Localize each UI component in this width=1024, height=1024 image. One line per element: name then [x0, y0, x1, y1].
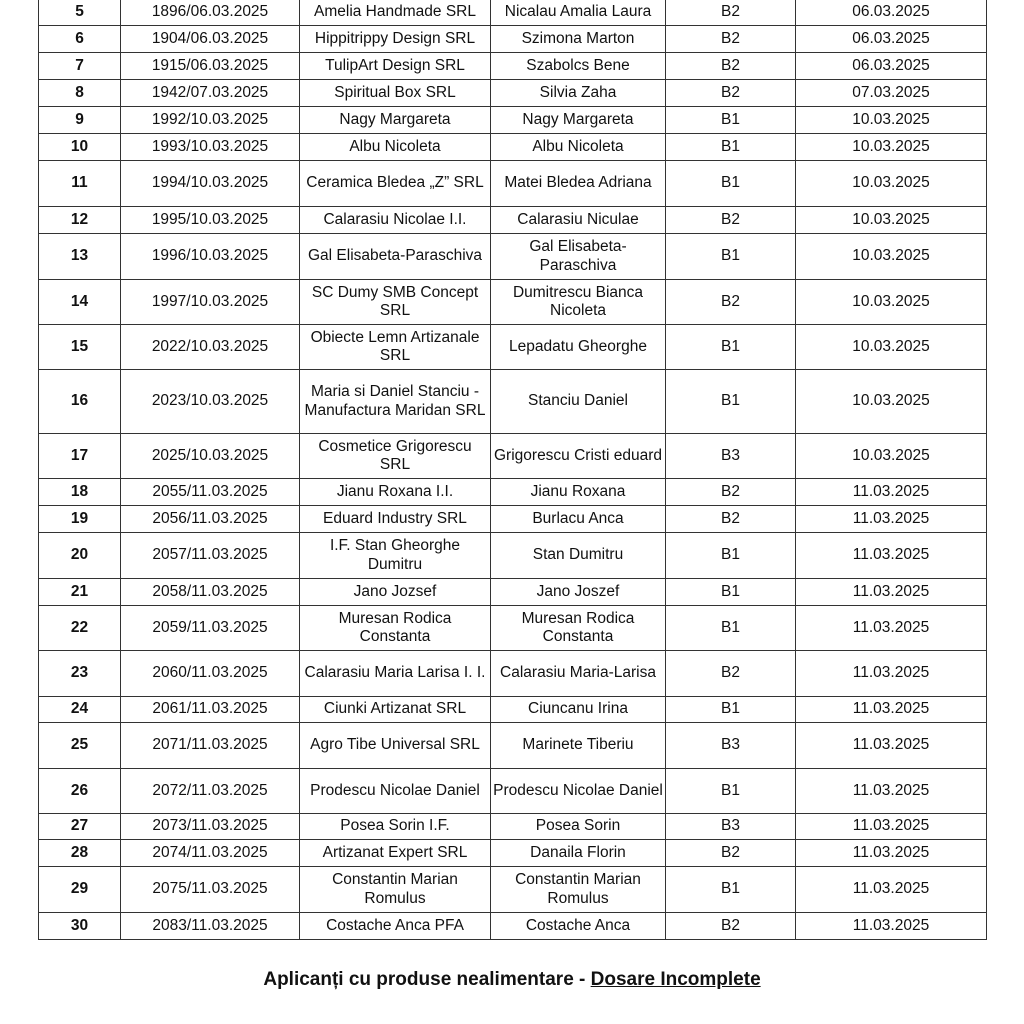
cell-representative: Jano Joszef [491, 579, 666, 606]
cell-company-name: Calarasiu Nicolae I.I. [300, 207, 491, 234]
cell-category: B1 [666, 769, 796, 814]
cell-date: 11.03.2025 [796, 840, 987, 867]
cell-registration-number: 2061/11.03.2025 [121, 697, 300, 723]
cell-category: B1 [666, 606, 796, 651]
cell-registration-number: 1992/10.03.2025 [121, 107, 300, 134]
cell-representative: Muresan Rodica Constanta [491, 606, 666, 651]
table-row [39, 134, 987, 161]
cell-row-number: 22 [39, 606, 121, 651]
cell-company-name: Hippitrippy Design SRL [300, 26, 491, 53]
section-heading-underlined: Dosare Incomplete [590, 969, 761, 990]
cell-category: B2 [666, 651, 796, 697]
table-row [39, 479, 987, 506]
cell-date: 10.03.2025 [796, 370, 987, 434]
cell-registration-number: 2023/10.03.2025 [121, 370, 300, 434]
cell-category: B3 [666, 434, 796, 479]
cell-category: B1 [666, 370, 796, 434]
table-row [39, 161, 987, 207]
cell-representative: Lepadatu Gheorghe [491, 325, 666, 370]
cell-registration-number: 1996/10.03.2025 [121, 234, 300, 280]
table-row [39, 723, 987, 769]
cell-row-number: 21 [39, 579, 121, 606]
cell-representative: Jianu Roxana [491, 479, 666, 506]
cell-row-number: 20 [39, 533, 121, 579]
cell-date: 11.03.2025 [796, 651, 987, 697]
cell-representative: Grigorescu Cristi eduard [491, 434, 666, 479]
cell-company-name: Obiecte Lemn Artizanale SRL [300, 325, 491, 370]
cell-company-name: Muresan Rodica Constanta [300, 606, 491, 651]
table-row [39, 579, 987, 606]
cell-row-number: 18 [39, 479, 121, 506]
table-row [39, 370, 987, 434]
cell-company-name: Nagy Margareta [300, 107, 491, 134]
table-row [39, 26, 987, 53]
cell-category: B1 [666, 533, 796, 579]
cell-registration-number: 1995/10.03.2025 [121, 207, 300, 234]
cell-company-name: Posea Sorin I.F. [300, 814, 491, 840]
cell-registration-number: 2056/11.03.2025 [121, 506, 300, 533]
cell-row-number: 9 [39, 107, 121, 134]
cell-category: B2 [666, 506, 796, 533]
applicants-table-container [38, 0, 986, 940]
cell-company-name: Amelia Handmade SRL [300, 0, 491, 26]
cell-row-number: 16 [39, 370, 121, 434]
cell-category: B1 [666, 134, 796, 161]
cell-company-name: Maria si Daniel Stanciu - Manufactura Maridan SRL [300, 370, 491, 434]
cell-row-number: 25 [39, 723, 121, 769]
cell-category: B2 [666, 0, 796, 26]
cell-representative: Gal Elisabeta-Paraschiva [491, 234, 666, 280]
applicants-table [38, 0, 987, 940]
cell-date: 11.03.2025 [796, 697, 987, 723]
cell-date: 06.03.2025 [796, 26, 987, 53]
cell-registration-number: 2055/11.03.2025 [121, 479, 300, 506]
cell-representative: Stanciu Daniel [491, 370, 666, 434]
cell-row-number: 14 [39, 280, 121, 325]
cell-company-name: Ceramica Bledea „Z” SRL [300, 161, 491, 207]
cell-registration-number: 2059/11.03.2025 [121, 606, 300, 651]
cell-company-name: SC Dumy SMB Concept SRL [300, 280, 491, 325]
table-row [39, 53, 987, 80]
cell-representative: Stan Dumitru [491, 533, 666, 579]
table-row [39, 325, 987, 370]
cell-representative: Albu Nicoleta [491, 134, 666, 161]
cell-company-name: Artizanat Expert SRL [300, 840, 491, 867]
table-row [39, 107, 987, 134]
cell-representative: Constantin Marian Romulus [491, 867, 666, 913]
table-row [39, 697, 987, 723]
table-row [39, 913, 987, 940]
cell-registration-number: 1896/06.03.2025 [121, 0, 300, 26]
cell-representative: Matei Bledea Adriana [491, 161, 666, 207]
cell-category: B2 [666, 913, 796, 940]
cell-row-number: 28 [39, 840, 121, 867]
cell-representative: Ciuncanu Irina [491, 697, 666, 723]
cell-category: B3 [666, 814, 796, 840]
cell-date: 10.03.2025 [796, 234, 987, 280]
table-row [39, 434, 987, 479]
cell-registration-number: 1942/07.03.2025 [121, 80, 300, 107]
cell-company-name: Calarasiu Maria Larisa I. I. [300, 651, 491, 697]
cell-category: B2 [666, 280, 796, 325]
cell-registration-number: 2025/10.03.2025 [121, 434, 300, 479]
cell-date: 11.03.2025 [796, 506, 987, 533]
cell-registration-number: 2058/11.03.2025 [121, 579, 300, 606]
cell-registration-number: 2083/11.03.2025 [121, 913, 300, 940]
cell-row-number: 17 [39, 434, 121, 479]
cell-category: B1 [666, 697, 796, 723]
cell-representative: Dumitrescu Bianca Nicoleta [491, 280, 666, 325]
cell-row-number: 29 [39, 867, 121, 913]
cell-company-name: Jano Jozsef [300, 579, 491, 606]
cell-registration-number: 1997/10.03.2025 [121, 280, 300, 325]
table-row [39, 80, 987, 107]
cell-date: 11.03.2025 [796, 723, 987, 769]
cell-registration-number: 2074/11.03.2025 [121, 840, 300, 867]
cell-row-number: 24 [39, 697, 121, 723]
cell-registration-number: 2022/10.03.2025 [121, 325, 300, 370]
cell-representative: Szabolcs Bene [491, 53, 666, 80]
section-heading-prefix: Aplicanți cu produse nealimentare - [263, 969, 591, 990]
cell-row-number: 23 [39, 651, 121, 697]
cell-representative: Nicalau Amalia Laura [491, 0, 666, 26]
cell-category: B3 [666, 723, 796, 769]
cell-row-number: 30 [39, 913, 121, 940]
cell-category: B2 [666, 207, 796, 234]
cell-category: B1 [666, 161, 796, 207]
cell-row-number: 13 [39, 234, 121, 280]
cell-company-name: Agro Tibe Universal SRL [300, 723, 491, 769]
cell-row-number: 10 [39, 134, 121, 161]
cell-category: B2 [666, 840, 796, 867]
cell-company-name: Costache Anca PFA [300, 913, 491, 940]
cell-row-number: 8 [39, 80, 121, 107]
cell-date: 11.03.2025 [796, 533, 987, 579]
cell-row-number: 7 [39, 53, 121, 80]
cell-representative: Marinete Tiberiu [491, 723, 666, 769]
cell-registration-number: 2071/11.03.2025 [121, 723, 300, 769]
cell-registration-number: 1915/06.03.2025 [121, 53, 300, 80]
cell-category: B1 [666, 234, 796, 280]
cell-date: 11.03.2025 [796, 769, 987, 814]
cell-row-number: 19 [39, 506, 121, 533]
cell-company-name: TulipArt Design SRL [300, 53, 491, 80]
cell-date: 11.03.2025 [796, 579, 987, 606]
cell-registration-number: 2075/11.03.2025 [121, 867, 300, 913]
cell-category: B1 [666, 867, 796, 913]
cell-row-number: 12 [39, 207, 121, 234]
cell-registration-number: 1904/06.03.2025 [121, 26, 300, 53]
cell-date: 10.03.2025 [796, 207, 987, 234]
section-heading [0, 969, 1024, 991]
cell-representative: Costache Anca [491, 913, 666, 940]
cell-company-name: Jianu Roxana I.I. [300, 479, 491, 506]
cell-date: 11.03.2025 [796, 913, 987, 940]
cell-registration-number: 1994/10.03.2025 [121, 161, 300, 207]
cell-category: B1 [666, 107, 796, 134]
cell-category: B1 [666, 325, 796, 370]
cell-company-name: Cosmetice Grigorescu SRL [300, 434, 491, 479]
table-row [39, 814, 987, 840]
cell-date: 11.03.2025 [796, 814, 987, 840]
table-row [39, 280, 987, 325]
cell-date: 10.03.2025 [796, 161, 987, 207]
cell-date: 10.03.2025 [796, 107, 987, 134]
cell-category: B2 [666, 80, 796, 107]
table-row [39, 867, 987, 913]
cell-registration-number: 2057/11.03.2025 [121, 533, 300, 579]
cell-representative: Posea Sorin [491, 814, 666, 840]
cell-row-number: 6 [39, 26, 121, 53]
table-row [39, 651, 987, 697]
cell-date: 07.03.2025 [796, 80, 987, 107]
cell-company-name: Prodescu Nicolae Daniel [300, 769, 491, 814]
cell-company-name: Constantin Marian Romulus [300, 867, 491, 913]
cell-company-name: Gal Elisabeta-Paraschiva [300, 234, 491, 280]
cell-representative: Calarasiu Niculae [491, 207, 666, 234]
table-row [39, 207, 987, 234]
cell-row-number: 5 [39, 0, 121, 26]
cell-company-name: Ciunki Artizanat SRL [300, 697, 491, 723]
cell-date: 10.03.2025 [796, 134, 987, 161]
cell-category: B2 [666, 53, 796, 80]
cell-date: 11.03.2025 [796, 606, 987, 651]
cell-company-name: I.F. Stan Gheorghe Dumitru [300, 533, 491, 579]
applicants-table-body [39, 0, 987, 940]
cell-registration-number: 2073/11.03.2025 [121, 814, 300, 840]
cell-registration-number: 2060/11.03.2025 [121, 651, 300, 697]
cell-representative: Nagy Margareta [491, 107, 666, 134]
cell-category: B1 [666, 579, 796, 606]
cell-company-name: Eduard Industry SRL [300, 506, 491, 533]
table-row [39, 606, 987, 651]
cell-date: 10.03.2025 [796, 434, 987, 479]
cell-representative: Silvia Zaha [491, 80, 666, 107]
table-row [39, 0, 987, 26]
cell-row-number: 11 [39, 161, 121, 207]
cell-date: 06.03.2025 [796, 0, 987, 26]
table-row [39, 840, 987, 867]
cell-row-number: 26 [39, 769, 121, 814]
cell-registration-number: 1993/10.03.2025 [121, 134, 300, 161]
cell-registration-number: 2072/11.03.2025 [121, 769, 300, 814]
cell-representative: Danaila Florin [491, 840, 666, 867]
cell-category: B2 [666, 479, 796, 506]
cell-date: 11.03.2025 [796, 479, 987, 506]
cell-date: 10.03.2025 [796, 325, 987, 370]
cell-row-number: 27 [39, 814, 121, 840]
cell-date: 06.03.2025 [796, 53, 987, 80]
cell-representative: Prodescu Nicolae Daniel [491, 769, 666, 814]
cell-company-name: Albu Nicoleta [300, 134, 491, 161]
table-row [39, 234, 987, 280]
cell-representative: Burlacu Anca [491, 506, 666, 533]
cell-date: 11.03.2025 [796, 867, 987, 913]
cell-category: B2 [666, 26, 796, 53]
cell-company-name: Spiritual Box SRL [300, 80, 491, 107]
table-row [39, 506, 987, 533]
cell-row-number: 15 [39, 325, 121, 370]
cell-representative: Szimona Marton [491, 26, 666, 53]
table-row [39, 533, 987, 579]
table-row [39, 769, 987, 814]
cell-representative: Calarasiu Maria-Larisa [491, 651, 666, 697]
cell-date: 10.03.2025 [796, 280, 987, 325]
